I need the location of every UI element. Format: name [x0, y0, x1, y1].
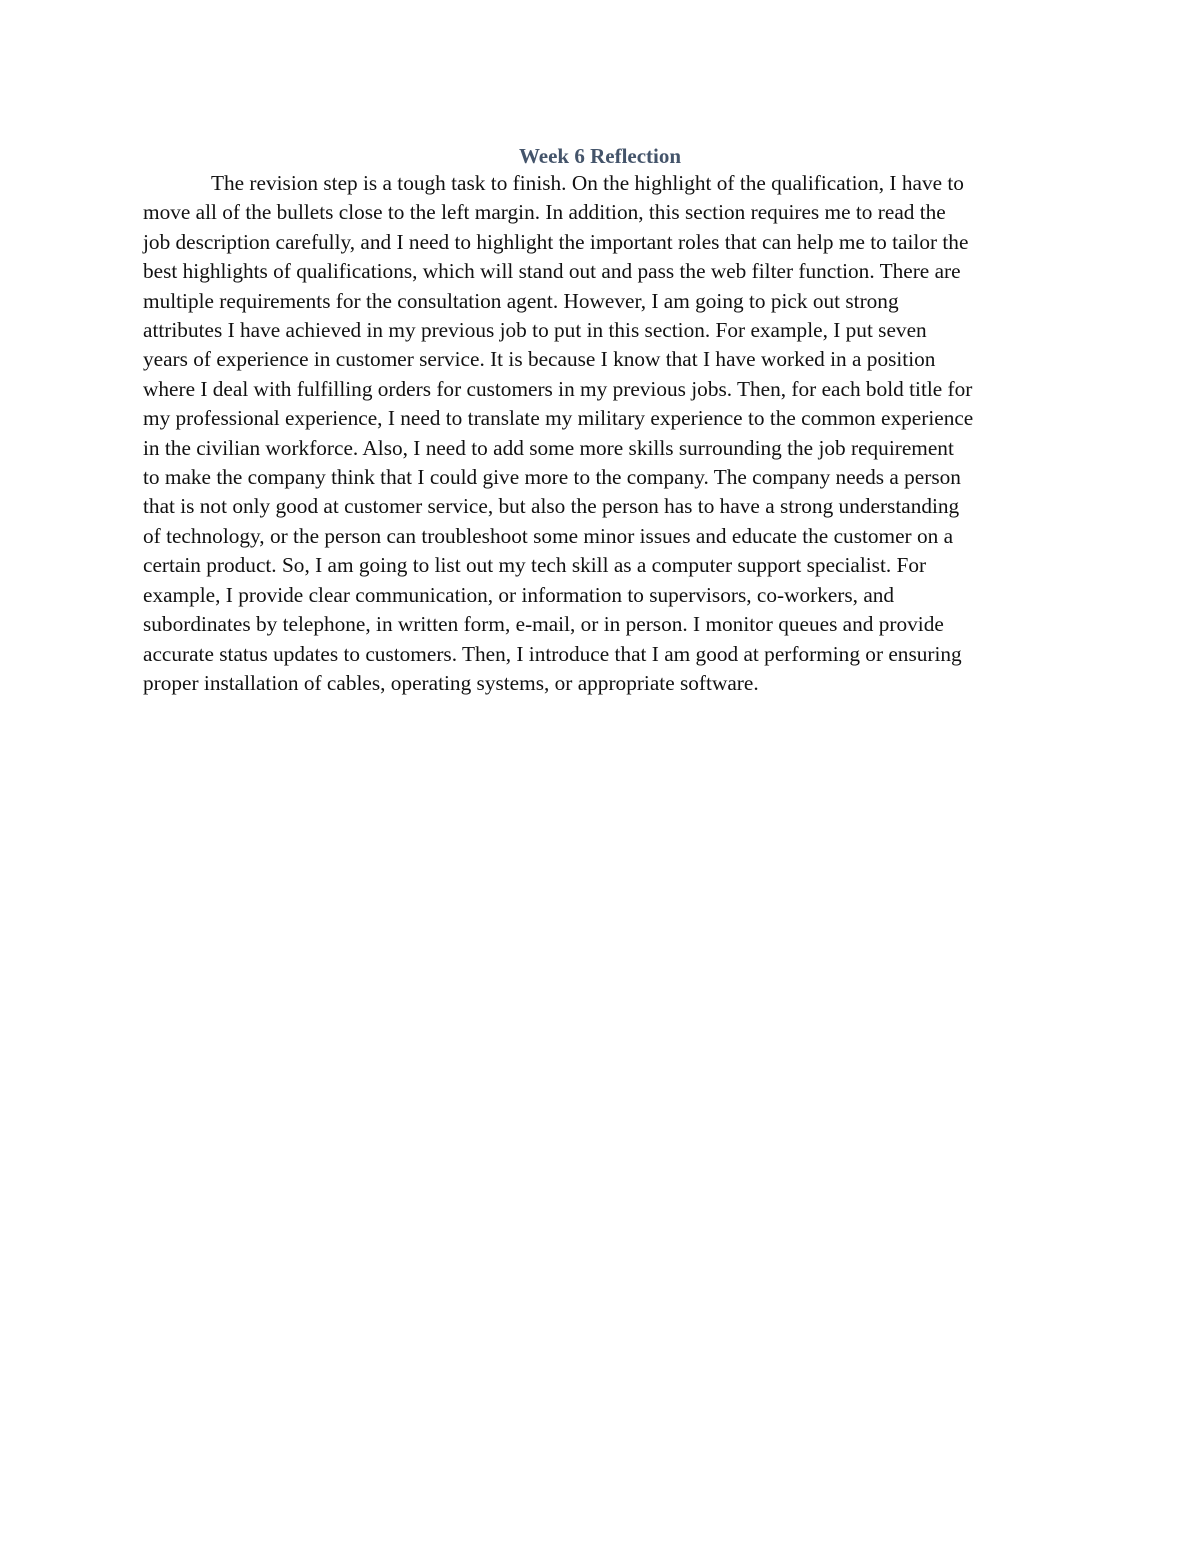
paragraph-line: to make the company think that I could give more to the company. The company needs a person	[143, 465, 961, 490]
document-title: Week 6 Reflection	[518, 144, 682, 168]
paragraph-line: years of experience in customer service. It is because I know that I have worked in a position	[143, 347, 936, 372]
paragraph-line: example, I provide clear communication, or information to supervisors, co-workers, and	[143, 582, 895, 607]
paragraph-line: subordinates by telephone, in written form, e-mail, or in person. I monitor queues and provide	[143, 612, 944, 637]
paragraph-line: multiple requirements for the consultation agent. However, I am going to pick out strong	[143, 288, 899, 313]
paragraph-line: accurate status updates to customers. Then, I introduce that I am good at performing or ensuring	[143, 641, 962, 666]
paragraph-line: that is not only good at customer service, but also the person has to have a strong understanding	[143, 494, 960, 519]
paragraph-line: proper installation of cables, operating systems, or appropriate software.	[143, 670, 759, 695]
reflection-paragraph	[143, 169, 1065, 698]
paragraph-line: The revision step is a tough task to finish. On the highlight of the qualification, I have to	[211, 171, 964, 195]
paragraph-line: attributes I have achieved in my previous job to put in this section. For example, I put seven	[143, 318, 927, 343]
paragraph-line: of technology, or the person can troubleshoot some minor issues and educate the customer on a	[143, 523, 954, 548]
paragraph-line: where I deal with fulfilling orders for customers in my previous jobs. Then, for each bold title for	[143, 376, 973, 401]
paragraph-line: job description carefully, and I need to highlight the important roles that can help me to tailor the	[143, 229, 969, 254]
paragraph-line: my professional experience, I need to translate my military experience to the common experience	[143, 406, 974, 431]
paragraph-line: in the civilian workforce. Also, I need to add some more skills surrounding the job requirement	[143, 435, 954, 460]
paragraph-line: best highlights of qualifications, which will stand out and pass the web filter function. There are	[143, 259, 961, 284]
paragraph-line: certain product. So, I am going to list out my tech skill as a computer support specialist. For	[143, 553, 927, 578]
paragraph-line: move all of the bullets close to the left margin. In addition, this section requires me to read the	[143, 200, 946, 225]
